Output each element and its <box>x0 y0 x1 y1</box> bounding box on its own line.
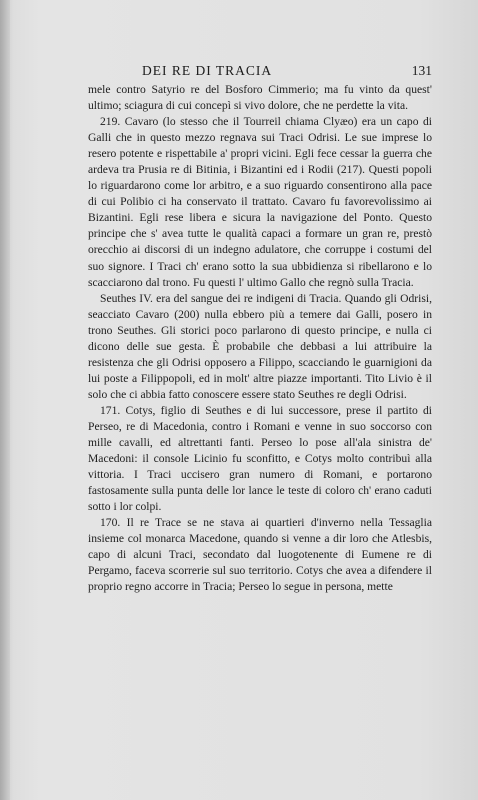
paragraph-continuation: mele contro Satyrio re del Bosforo Cimmerio; ma fu vinto da quest' ultimo; sciagura di cui concepì si vivo dolore, che ne perdette la vita. <box>88 83 432 113</box>
page-number: 131 <box>411 63 432 78</box>
page-gutter <box>0 0 10 800</box>
paragraph-seuthes: Seuthes IV. era del sangue dei re indigeni di Tracia. Quando gli Odrisi, seacciato Cavaro (200) nulla ebbero più a temere dai Galli, posero in trono Seuthes. Gli storici poco parlarono di questo principe, e nulla ci dicono delle sue gesta. È probabile che debbasi a lui attribuire la resistenza che gli Odrisi opposero a Filippo, scacciando le guarnigioni da lui poste a Filippopoli, ed in molt' altre piazze importanti. Tito Livio è il solo che ci abbia fatto conoscere essere stato Seuthes re degli Odrisi. <box>88 291 432 401</box>
running-title: DEI RE DI TRACIA <box>142 63 273 78</box>
paragraph-170: 170. Il re Trace se ne stava ai quartieri d'inverno nella Tessaglia insieme col monarca Macedone, quando si venne a dir loro che Atlesbis, capo di alcuni Traci, secondato dal luogotenente di Eumene re di Pergamo, faceva scorrerie sul suo territorio. Cotys che avea a difendere il proprio regno accorre in Tracia; Perseo lo segue in persona, mette <box>88 516 432 594</box>
paragraph-219: 219. Cavaro (lo stesso che il Tourreil chiama Clyæo) era un capo di Galli che in questo mezzo regnava sui Traci Odrisi. Le sue imprese lo resero potente e rispettabile a' propri vicini. Egli fece cessar la guerra che ardeva tra Prusia re di Bitinia, i Bizantini ed i Rodii (217). Questi popoli lo riguardarono come lor arbitro, e a suo riguardo consentirono alla pace di cui Polibio ci ha conservato il trattato. Cavaro fu favorevolissimo ai Bizantini. Egli rese libera e sicura la navigazione del Ponto. Questo principe che s' avea tutte le qualità capaci a formare un gran re, prestò orecchio ai discorsi di un indegno adulatore, che corruppe i costumi del suo signore. I Traci ch' erano sotto la sua ubbidienza si ribellarono e lo scacciarono dal trono. Fu questi l' ultimo Gallo che regnò sulla Tracia. <box>88 115 432 289</box>
body-text <box>88 82 432 596</box>
page-header <box>88 63 432 83</box>
paragraph-171: 171. Cotys, figlio di Seuthes e di lui successore, prese il partito di Perseo, re di Macedonia, contro i Romani e venne in suo soccorso con mille cavalli, ed altrettanti fanti. Perseo lo pose all'ala sinistra de' Macedoni: il console Licinio fu sconfitto, e Cotys molto contribuì alla vittoria. I Traci uccisero gran numero di Romani, e portarono fastosamente sulla punta delle lor lance le teste di coloro ch' erano caduti sotto i lor colpi. <box>88 403 432 514</box>
